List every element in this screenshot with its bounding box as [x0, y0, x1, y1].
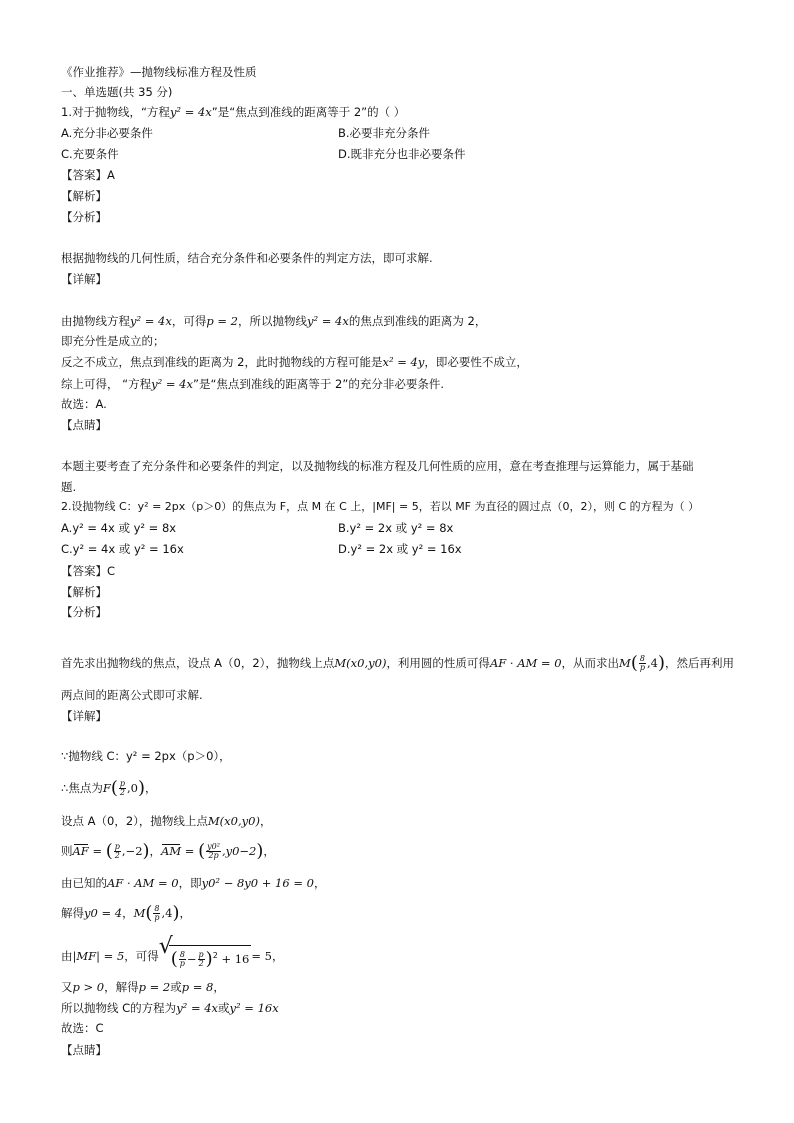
- q2-step-9: 所以抛物线 C的方程为y² = 4x或y² = 16x: [61, 1001, 279, 1015]
- q2-option-c: C.y² = 4x 或 y² = 16x: [61, 542, 184, 556]
- doc-title: 《作业推荐》—抛物线标准方程及性质: [61, 65, 257, 79]
- q2-step-4: 则AF = ( $\frac{p}{2}$ ,−2)，AM = ( $\frac{\text{y0²}}{2p}$ ,y0−2)，: [61, 840, 275, 862]
- q2-analysis-line-1: 首先求出抛物线的焦点，设点 A（0，2），抛物线上点M(x0,y0)，利用圆的性质可得AF · AM = 0，从而求出M( $\frac{8}{p}$ ,4)，然后再利用: [61, 652, 734, 674]
- q1-dianjing-label: 【点睛】: [61, 418, 107, 432]
- q1-choice: 故选：A.: [61, 397, 107, 411]
- q2-option-b: B.y² = 2x 或 y² = 8x: [338, 521, 454, 535]
- q2-detail-label: 【详解】: [61, 709, 107, 723]
- q2-step-3: 设点 A（0，2），抛物线上点M(x0,y0)，: [61, 814, 272, 828]
- q2-analysis-line-2: 两点间的距离公式即可求解.: [61, 688, 203, 702]
- q2-jiexi-label: 【解析】: [61, 585, 107, 599]
- q1-detail-line-1: 由抛物线方程y² = 4x，可得p = 2，所以抛物线y² = 4x的焦点到准线的距离为 2，: [61, 314, 487, 328]
- q2-option-a: A.y² = 4x 或 y² = 8x: [61, 521, 177, 535]
- q1-option-a: A.充分非必要条件: [61, 126, 153, 140]
- q1-detail-line-2: 即充分性是成立的；: [61, 334, 165, 348]
- q2-stem: 2.设抛物线 C：y² = 2px（p＞0）的焦点为 F，点 M 在 C 上，|MF| = 5，若以 MF 为直径的圆过点（0，2），则 C 的方程为（ ）: [61, 500, 700, 513]
- q1-stem: 1.对于抛物线，“方程y² = 4x”是“焦点到准线的距离等于 2”的（ ）: [61, 105, 406, 119]
- q2-step-7: 由|MF| = 5，可得 √ ( $\frac{8}{p}$ − $\frac{p}{2}$ )$^2$ + 16 = 5，: [61, 934, 284, 970]
- q2-step-2: ∴焦点为F( $\frac{p}{2}$ ,0)，: [61, 777, 157, 799]
- q2-dianjing-label: 【点睛】: [61, 1043, 107, 1057]
- q2-step-6: 解得y0 = 4，M( $\frac{8}{p}$ ,4)，: [61, 902, 191, 924]
- q1-comment-line-2: 题.: [61, 480, 77, 494]
- q2-step-5: 由已知的AF · AM = 0，即y0² − 8y0 + 16 = 0，: [61, 876, 326, 890]
- q1-detail-line-3: 反之不成立，焦点到准线的距离为 2，此时抛物线的方程可能是x² = 4y，即必要性不成立，: [61, 355, 528, 369]
- q1-detail-line-4: 综上可得， “方程y² = 4x”是“焦点到准线的距离等于 2”的充分非必要条件.: [61, 377, 444, 391]
- q1-answer: 【答案】A: [61, 168, 115, 182]
- q2-option-d: D.y² = 2x 或 y² = 16x: [338, 542, 462, 556]
- q1-fenxi-label: 【分析】: [61, 210, 107, 224]
- q2-fenxi-label: 【分析】: [61, 605, 107, 619]
- q2-step-8: 又p > 0，解得p = 2或p = 8，: [61, 980, 225, 994]
- q1-detail-label: 【详解】: [61, 272, 107, 286]
- q2-step-1: ∵抛物线 C：y² = 2px（p＞0），: [61, 749, 231, 763]
- q1-option-b: B.必要非充分条件: [338, 126, 431, 140]
- q2-choice: 故选：C: [61, 1021, 104, 1035]
- q1-jiexi-label: 【解析】: [61, 189, 107, 203]
- section-heading: 一、单选题(共 35 分): [61, 85, 173, 99]
- q1-analysis: 根据抛物线的几何性质，结合充分条件和必要条件的判定方法，即可求解.: [61, 251, 433, 265]
- q1-comment-line-1: 本题主要考查了充分条件和必要条件的判定，以及抛物线的标准方程及几何性质的应用，意在考查推理与运算能力，属于基础: [61, 459, 694, 473]
- q1-option-c: C.充要条件: [61, 147, 119, 161]
- q1-option-d: D.既非充分也非必要条件: [338, 147, 466, 161]
- q2-answer: 【答案】C: [61, 564, 116, 578]
